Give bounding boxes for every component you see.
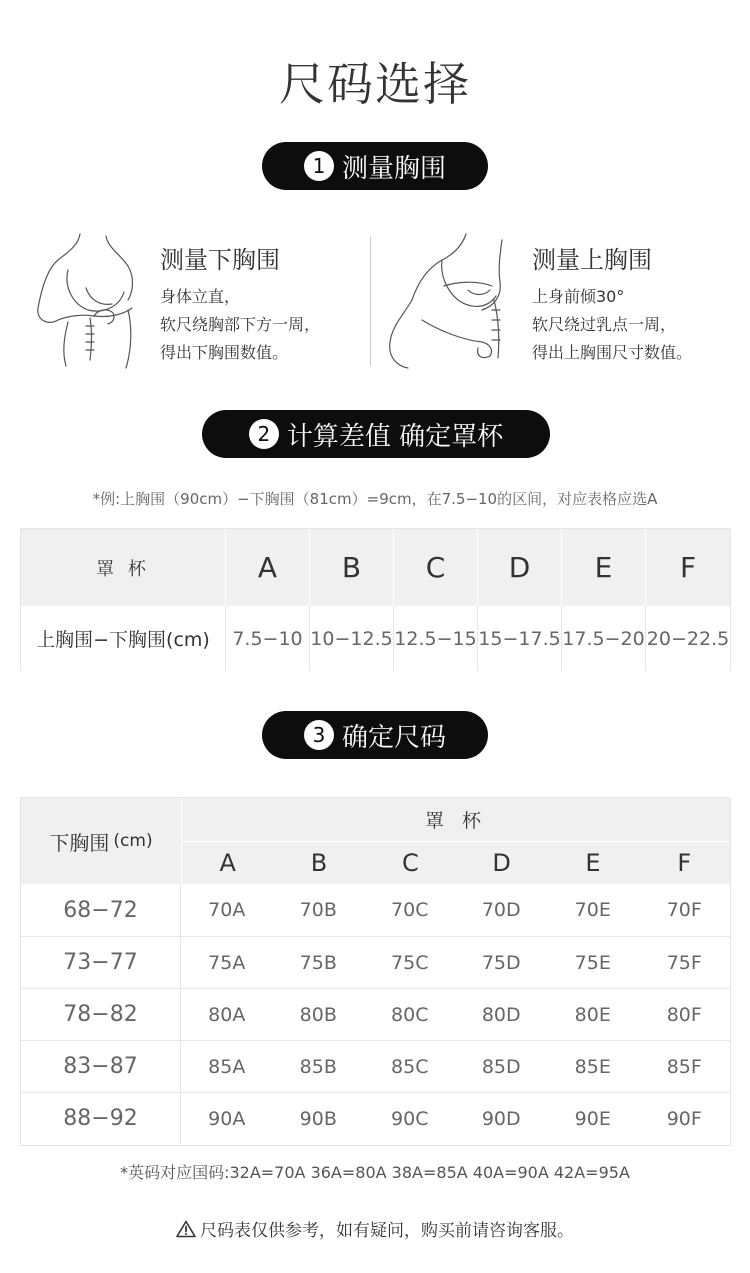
size-cell: 90A (208, 1107, 246, 1130)
calculation-example: *例:上胸围（90cm）−下胸围（81cm）=9cm，在7.5−10的区间，对应表格应选A (92, 490, 658, 508)
cup-header-d: D (478, 529, 562, 606)
size-cell: 75C (391, 951, 429, 974)
step2-pill (202, 410, 550, 458)
size-cell: 70A (208, 899, 246, 921)
cup-letter-b: B (310, 849, 328, 877)
cup-difference-table (20, 528, 731, 671)
band-range: 73−77 (21, 937, 181, 988)
cup-header-e: E (562, 529, 646, 606)
size-cell: 70C (391, 899, 429, 921)
size-cell: 80A (208, 1003, 246, 1026)
step1-label: 测量胸围 (341, 153, 446, 184)
cup-group-header: 罩 杯 (181, 798, 730, 842)
step3-number: 3 (304, 720, 334, 750)
size-cell: 70B (299, 899, 337, 921)
reference-notice-text: 尺码表仅供参考，如有疑问，购买前请咨询客服。 (200, 1221, 574, 1241)
size-cell: 75F (666, 951, 702, 974)
cup-header-c: C (394, 529, 478, 606)
cup-letters-row (181, 842, 730, 884)
difference-d: 15−17.5 (478, 606, 562, 671)
table-row (21, 988, 730, 1040)
step2-number: 2 (249, 419, 279, 449)
size-cell: 90B (299, 1107, 337, 1130)
under-bust-line-1: 身体立直， (160, 287, 241, 306)
band-header-unit: (cm) (113, 831, 153, 851)
size-cell: 80C (391, 1003, 429, 1026)
difference-e: 17.5−20 (562, 606, 646, 671)
size-rows (21, 884, 730, 1144)
over-bust-line-2: 软尺绕过乳点一周， (532, 315, 677, 334)
size-cell: 90D (481, 1107, 521, 1130)
size-cell: 75D (481, 951, 521, 974)
under-bust-title: 测量下胸围 (160, 246, 280, 274)
difference-row-label: 上胸围−下胸围(cm) (21, 606, 226, 671)
band-range: 83−87 (21, 1041, 181, 1092)
step2-label: 计算差值 确定罩杯 (286, 421, 504, 452)
step3-label: 确定尺码 (341, 722, 446, 753)
size-cell: 90C (391, 1107, 429, 1130)
cup-letter-e: E (585, 849, 601, 877)
table-row (21, 1040, 730, 1092)
cup-header-f: F (679, 551, 697, 584)
band-header-label: 下胸围 (49, 830, 110, 855)
size-cell: 85D (481, 1055, 521, 1078)
cup-header-b: B (310, 529, 394, 606)
table-row (21, 936, 730, 988)
step1-number: 1 (304, 151, 334, 181)
size-cell: 85C (391, 1055, 429, 1078)
size-cell: 85B (299, 1055, 337, 1078)
cup-letter-d: D (492, 849, 511, 877)
measure-divider (370, 236, 371, 366)
table-row (21, 1092, 730, 1144)
over-bust-line-3: 得出上胸围尺寸数值。 (532, 343, 693, 362)
over-bust-title: 测量上胸围 (532, 246, 652, 274)
size-cell: 90F (666, 1107, 702, 1130)
size-cell: 75E (574, 951, 611, 974)
size-chart-table (20, 797, 731, 1146)
size-cell: 80D (481, 1003, 521, 1026)
difference-c: 12.5−15 (394, 606, 478, 671)
size-cell: 80E (574, 1003, 611, 1026)
size-cell: 75A (208, 951, 246, 974)
difference-row (21, 606, 730, 671)
cup-header-row (21, 529, 730, 606)
under-bust-illustration (28, 230, 158, 370)
size-cell: 90E (574, 1107, 611, 1130)
cup-letter-f: F (677, 849, 692, 877)
size-cell: 75B (299, 951, 337, 974)
under-bust-description (160, 283, 320, 367)
cup-header-a: A (226, 529, 310, 606)
difference-f: 20−22.5 (646, 627, 730, 650)
difference-b: 10−12.5 (310, 606, 394, 671)
band-range: 68−72 (21, 884, 181, 936)
difference-a: 7.5−10 (226, 606, 310, 671)
size-cell: 70F (666, 899, 702, 921)
size-cell: 80B (299, 1003, 337, 1026)
page-title: 尺码选择 (279, 57, 471, 111)
cup-letter-a: A (219, 849, 236, 877)
size-cell: 85E (574, 1055, 611, 1078)
over-bust-description (532, 283, 692, 367)
band-header (21, 798, 181, 884)
step3-pill (262, 711, 488, 759)
band-range: 78−82 (21, 989, 181, 1040)
size-cell: 70D (481, 899, 521, 921)
step1-pill (262, 142, 488, 190)
cup-letter-c: C (401, 849, 419, 877)
size-cell: 85A (208, 1055, 246, 1078)
over-bust-illustration (382, 230, 522, 370)
under-bust-line-3: 得出下胸围数值。 (160, 343, 289, 362)
size-cell: 85F (666, 1055, 702, 1078)
under-bust-line-2: 软尺绕胸部下方一周， (160, 315, 321, 334)
band-range: 88−92 (21, 1093, 181, 1144)
size-cell: 70E (574, 899, 611, 921)
warning-icon (176, 1220, 196, 1238)
size-conversion-footnote: *英码对应国码:32A=70A 36A=80A 38A=85A 40A=90A 42A=95A (120, 1163, 630, 1182)
cup-header-label: 罩 杯 (21, 529, 226, 606)
table-row (21, 884, 730, 936)
reference-notice (0, 1216, 750, 1241)
size-cell: 80F (666, 1003, 702, 1026)
over-bust-line-1: 上身前倾30° (532, 287, 625, 306)
